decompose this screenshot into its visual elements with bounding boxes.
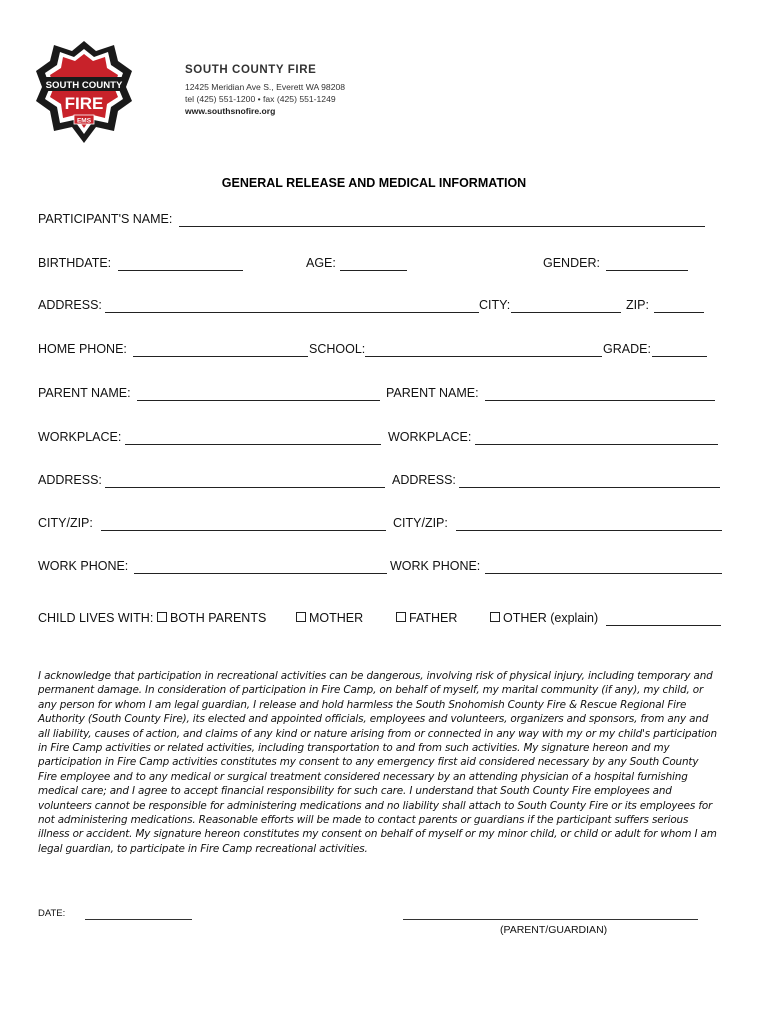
parent-name-label-1: PARENT NAME:: [38, 386, 131, 400]
release-statement: I acknowledge that participation in recreational activities can be dangerous, involving risk of physical injury, including temporary and permanent damage. In consideration of participation in Fire Camp, on behalf of myself, my marital community (if any), my child, or any person for whom I am legal guardian, I release and hold harmless the South Snohomish County Fire & Rescue Regional Fire Authority (South County Fire), its elected and appointed officials, employees and volunteers, organizers and sponsors, from any and all liability, causes of action, and claims of any kind or nature arising from or connected in any way with my or my child's participation in Fire Camp activities or related activities, including transportation to and from such activities. My signature hereon and my participation in Fire Camp activities constitutes my consent to any emergency first aid considered necessary by any South County Fire employee and to any medical or surgical treatment considered necessary by an attending physician of a hospital furnishing medical care; and I agree to accept financial responsibility for such care. I understand that South County Fire employees and volunteers cannot be responsible for administering medications and no liability shall attach to South County Fire or its employees for not administering medications. Reasonable efforts will be made to contact parents or guardians if the participant suffers serious illness or accident. My signature hereon constitutes my consent on behalf of myself or my minor child, or child or adult for whom I am legal guardian, to participate in Fire Camp recreational activities.: [38, 670, 717, 855]
option-both-parents[interactable]: [157, 611, 266, 625]
option-both-parents-label: BOTH PARENTS: [170, 611, 267, 625]
age-field[interactable]: [340, 270, 407, 271]
parent-name-field-2[interactable]: [485, 400, 715, 401]
school-label: SCHOOL:: [309, 342, 366, 356]
city-zip-label-2: CITY/ZIP:: [393, 516, 448, 530]
logo-main-text: FIRE: [64, 94, 104, 113]
city-field[interactable]: [511, 312, 621, 313]
work-phone-row: [38, 559, 723, 577]
phone-school-grade-row: [38, 342, 723, 360]
participant-name-field[interactable]: [179, 226, 705, 227]
child-lives-with-row: [38, 611, 728, 629]
option-father-label: FATHER: [409, 611, 458, 625]
work-phone-label-1: WORK PHONE:: [38, 559, 129, 573]
participant-name-label: PARTICIPANT'S NAME:: [38, 212, 173, 226]
work-phone-field-2[interactable]: [485, 573, 722, 574]
parent-signature-field[interactable]: [403, 919, 698, 920]
document-title: GENERAL RELEASE AND MEDICAL INFORMATION: [221, 176, 527, 190]
org-website[interactable]: www.southsnofire.org: [185, 106, 276, 116]
city-zip-row: [38, 516, 723, 534]
checkbox-both-parents[interactable]: [157, 612, 167, 622]
home-phone-label: HOME PHONE:: [38, 342, 127, 356]
other-explain-field[interactable]: [606, 625, 721, 626]
city-label: CITY:: [479, 298, 511, 312]
org-header: [185, 64, 345, 117]
parent-address-field-2[interactable]: [459, 487, 720, 488]
workplace-label-2: WORKPLACE:: [388, 430, 472, 444]
org-phones: tel (425) 551-1200 • fax (425) 551-1249: [185, 94, 336, 104]
checkbox-mother[interactable]: [296, 612, 306, 622]
date-field[interactable]: [85, 919, 192, 920]
home-phone-field[interactable]: [133, 356, 308, 357]
option-mother[interactable]: [296, 611, 363, 625]
org-address: 12425 Meridian Ave S., Everett WA 98208: [185, 82, 346, 92]
logo-bottom-text: EMS: [76, 117, 92, 125]
parent-address-label-1: ADDRESS:: [38, 473, 102, 487]
parent-address-label-2: ADDRESS:: [392, 473, 456, 487]
parent-guardian-caption: (PARENT/GUARDIAN): [500, 924, 608, 936]
birthdate-field[interactable]: [118, 270, 243, 271]
school-field[interactable]: [365, 356, 602, 357]
workplace-field-1[interactable]: [125, 444, 381, 445]
zip-field[interactable]: [654, 312, 704, 313]
workplace-row: [38, 430, 723, 448]
work-phone-label-2: WORK PHONE:: [390, 559, 481, 573]
parent-name-field-1[interactable]: [137, 400, 380, 401]
parent-address-field-1[interactable]: [105, 487, 385, 488]
option-father[interactable]: [396, 611, 457, 625]
south-county-fire-logo: [34, 39, 134, 145]
option-mother-label: MOTHER: [309, 611, 364, 625]
workplace-label-1: WORKPLACE:: [38, 430, 122, 444]
birth-age-gender-row: [38, 256, 723, 274]
address-field[interactable]: [105, 312, 479, 313]
checkbox-father[interactable]: [396, 612, 406, 622]
age-label: AGE:: [306, 256, 336, 270]
grade-field[interactable]: [652, 356, 707, 357]
gender-label: GENDER:: [543, 256, 600, 270]
option-other[interactable]: [490, 611, 598, 625]
work-phone-field-1[interactable]: [134, 573, 387, 574]
child-lives-with-label: CHILD LIVES WITH:: [38, 611, 154, 625]
birthdate-label: BIRTHDATE:: [38, 256, 112, 270]
parent-name-label-2: PARENT NAME:: [386, 386, 479, 400]
address-label: ADDRESS:: [38, 298, 102, 312]
zip-label: ZIP:: [626, 298, 649, 312]
option-other-label: OTHER (explain): [503, 611, 599, 625]
workplace-field-2[interactable]: [475, 444, 718, 445]
gender-field[interactable]: [606, 270, 688, 271]
grade-label: GRADE:: [603, 342, 651, 356]
checkbox-other[interactable]: [490, 612, 500, 622]
city-zip-field-2[interactable]: [456, 530, 722, 531]
address-row: [38, 298, 723, 316]
date-label: DATE:: [38, 908, 66, 919]
parent-name-row: [38, 386, 723, 404]
org-name: SOUTH COUNTY FIRE: [185, 64, 317, 76]
logo-top-text: SOUTH COUNTY: [45, 80, 123, 91]
participant-name-row: [38, 212, 723, 230]
city-zip-label-1: CITY/ZIP:: [38, 516, 93, 530]
parent-address-row: [38, 473, 723, 491]
city-zip-field-1[interactable]: [101, 530, 386, 531]
